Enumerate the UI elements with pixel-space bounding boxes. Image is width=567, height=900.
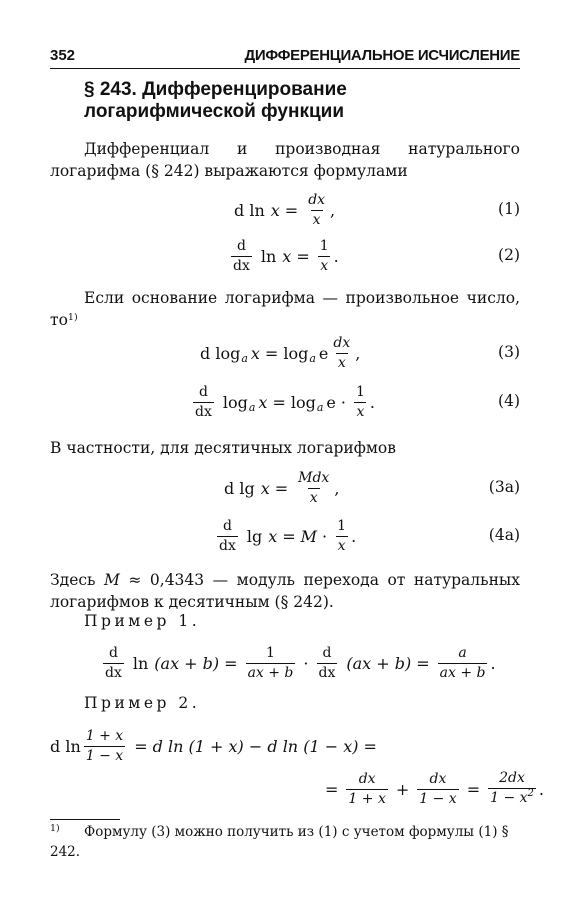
derivative-operator: $\frac{d}{dx}$ — [195, 383, 212, 420]
header-rule — [50, 68, 520, 69]
footnote-reference[interactable]: 1) — [67, 312, 78, 323]
equation-1: d ln x = $\frac{dx}{x}$ , (1) — [234, 191, 520, 228]
section-title-line2: логарифмической функции — [84, 101, 345, 122]
fraction: $\frac{1}{x}$ — [337, 517, 347, 554]
equation-3a: d lg x = $\frac{\text{Mdx}}{x}$ , (3a) — [224, 469, 520, 506]
equation-number: (4) — [498, 392, 520, 410]
paragraph-decimal-text: В частности, для десятичных логарифмов — [50, 439, 396, 457]
equation-number: (2) — [498, 246, 520, 264]
example-2-equation-line2: = $\frac{dx}{1 + x}$ + $\frac{dx}{1 - x}$ = $\frac{2dx}{1 - x^2}$ . — [325, 770, 544, 807]
example-2-equation-line1: d ln $\frac{1 + x}{1 - x}$ = d ln (1 + x) − d ln (1 − x) = — [50, 727, 377, 764]
fraction: $\frac{2dx}{1 - x^2}$ — [490, 770, 534, 806]
equation-4: $\frac{d}{dx}$ log a x = log a e · $\frac{1}{x}$ . (4) — [195, 383, 520, 420]
paragraph-base — [50, 287, 520, 334]
section-title-line1: § 243. Дифференцирование — [84, 79, 347, 100]
derivative-operator: $\frac{d}{dx}$ — [105, 644, 122, 681]
equation-number: (3) — [498, 343, 520, 361]
page-number: 352 — [50, 47, 76, 64]
derivative-operator: $\frac{d}{dx}$ — [233, 237, 250, 274]
equation-3: d log a x = log a e $\frac{dx}{x}$ , (3) — [200, 334, 520, 371]
equation-4a: $\frac{d}{dx}$ lg x = M · $\frac{1}{x}$ . (4a) — [219, 517, 520, 554]
paragraph-modulus: Здесь M ≈ 0,4343 — модуль перехода от натуральных логарифмов к десятичным (§ 242). — [50, 571, 520, 611]
fraction: $\frac{\text{Mdx}}{x}$ — [298, 469, 330, 506]
footnote-mark: 1) — [50, 823, 60, 834]
equation-2: $\frac{d}{dx}$ ln x = $\frac{1}{x}$ . (2) — [233, 237, 520, 274]
equation-number: (1) — [498, 200, 520, 218]
footnote-text: Формулу (3) можно получить из (1) с учетом формулы (1) § 242. — [50, 824, 509, 860]
section-title — [84, 79, 524, 123]
equation-number: (3a) — [488, 478, 520, 496]
derivative-operator: $\frac{d}{dx}$ — [318, 644, 336, 681]
fraction: $\frac{dx}{1 + x}$ — [348, 770, 386, 807]
fraction: $\frac{1}{x}$ — [355, 383, 365, 420]
running-header — [50, 43, 520, 67]
running-title: ДИФФЕРЕНЦИАЛЬНОЕ ИСЧИСЛЕНИЕ — [244, 47, 520, 64]
fraction: $\frac{dx}{x}$ — [308, 191, 326, 228]
paragraph-base-text: Если основание логарифма — произвольное число, то — [50, 289, 520, 329]
paragraph-intro — [50, 138, 520, 182]
fraction: $\frac{dx}{x}$ — [333, 334, 351, 371]
footnote-rule — [50, 819, 120, 820]
paragraph-decimal — [50, 437, 520, 459]
derivative-operator: $\frac{d}{dx}$ — [219, 517, 236, 554]
example-2-label: Пример 2. — [84, 694, 201, 712]
example-1-label: Пример 1. — [84, 612, 201, 630]
fraction: $\frac{a}{ax + b}$ — [439, 644, 486, 681]
paragraph-intro-text: Дифференциал и производная натурального логарифма (§ 242) выражаются формулами — [50, 140, 520, 180]
fraction: $\frac{1 + x}{1 - x}$ — [85, 727, 124, 764]
example-1-equation: $\frac{d}{dx}$ ln (ax + b) = $\frac{1}{ax + b}$ · $\frac{d}{dx}$ (ax + b) = $\frac{a}{ax + b}$ . — [105, 644, 496, 681]
fraction: $\frac{1}{ax + b}$ — [247, 644, 294, 681]
fraction: $\frac{1}{x}$ — [319, 237, 329, 274]
equation-number: (4a) — [488, 526, 520, 544]
fraction: $\frac{dx}{1 - x}$ — [419, 770, 457, 807]
footnote — [50, 823, 522, 862]
